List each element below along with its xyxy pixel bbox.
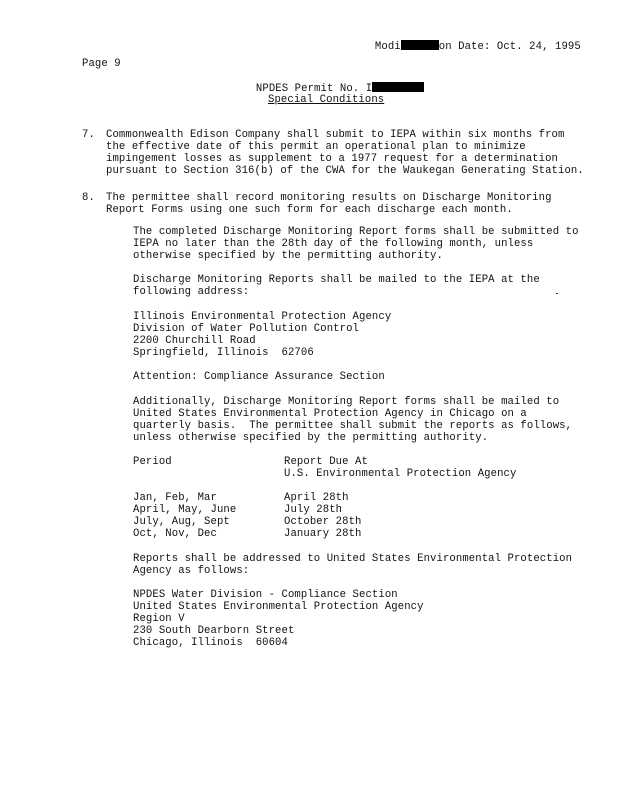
redaction-bar [372,82,424,92]
paragraph-line: United States Environmental Protection Agency in Chicago on a [133,408,527,420]
attention-line: Attention: Compliance Assurance Section [133,371,385,383]
paragraph-line: The completed Discharge Monitoring Report forms shall be submitted to [133,226,579,238]
redaction-bar [401,40,439,50]
scan-speck [556,293,558,294]
item-8-line: Report Forms using one such form for each discharge each month. [106,204,513,216]
paragraph-line: IEPA no later than the 28th day of the following month, unless [133,238,534,250]
address-line: 2200 Churchill Road [133,335,256,347]
permit-number [243,70,424,95]
schedule-due: January 28th [284,528,362,540]
modification-date-text: on Date: Oct. 24, 1995 [438,41,581,53]
modification-date [362,28,581,53]
permit-label: NPDES Permit No. I [255,83,373,95]
address-line: Region V [133,613,185,625]
paragraph-line: otherwise specified by the permitting authority. [133,250,443,262]
address-line: Springfield, Illinois 62706 [133,347,314,359]
paragraph-line: Discharge Monitoring Reports shall be mailed to the IEPA at the [133,274,540,286]
address-line: 230 South Dearborn Street [133,625,295,637]
schedule-header-agency: U.S. Environmental Protection Agency [284,468,517,480]
paragraph-line: Additionally, Discharge Monitoring Report forms shall be mailed to [133,396,560,408]
address-line: Division of Water Pollution Control [133,323,360,335]
address-line: United States Environmental Protection Agency [133,601,424,613]
section-title: Special Conditions [268,94,385,106]
schedule-due: April 28th [284,492,349,504]
address-line: NPDES Water Division - Compliance Section [133,589,398,601]
schedule-period: Oct, Nov, Dec [133,528,217,540]
paragraph-line: following address: [133,286,250,298]
page-number: Page 9 [82,58,121,70]
schedule-due: October 28th [284,516,362,528]
item-8-line: The permittee shall record monitoring results on Discharge Monitoring [106,192,552,204]
modification-prefix: Modi [374,41,401,53]
schedule-header-period: Period [133,456,172,468]
paragraph-line: Reports shall be addressed to United States Environmental Protection [133,553,573,565]
address-line: Illinois Environmental Protection Agency [133,311,392,323]
schedule-period: April, May, June [133,504,237,516]
item-8-number: 8. [82,192,95,204]
item-7-line: impingement losses as supplement to a 1977 request for a determination [106,153,559,165]
paragraph-line: unless otherwise specified by the permitting authority. [133,432,489,444]
item-7-number: 7. [82,129,95,141]
paragraph-line: quarterly basis. The permittee shall submit the reports as follows, [133,420,573,432]
schedule-period: July, Aug, Sept [133,516,230,528]
paragraph-line: Agency as follows: [133,565,250,577]
schedule-period: Jan, Feb, Mar [133,492,217,504]
item-7-line: the effective date of this permit an operational plan to minimize [106,141,526,153]
item-7-line: pursuant to Section 316(b) of the CWA for the Waukegan Generating Station. [106,165,584,177]
schedule-due: July 28th [284,504,343,516]
address-line: Chicago, Illinois 60604 [133,637,288,649]
schedule-header-due: Report Due At [284,456,368,468]
item-7-line: Commonwealth Edison Company shall submit to IEPA within six months from [106,129,565,141]
